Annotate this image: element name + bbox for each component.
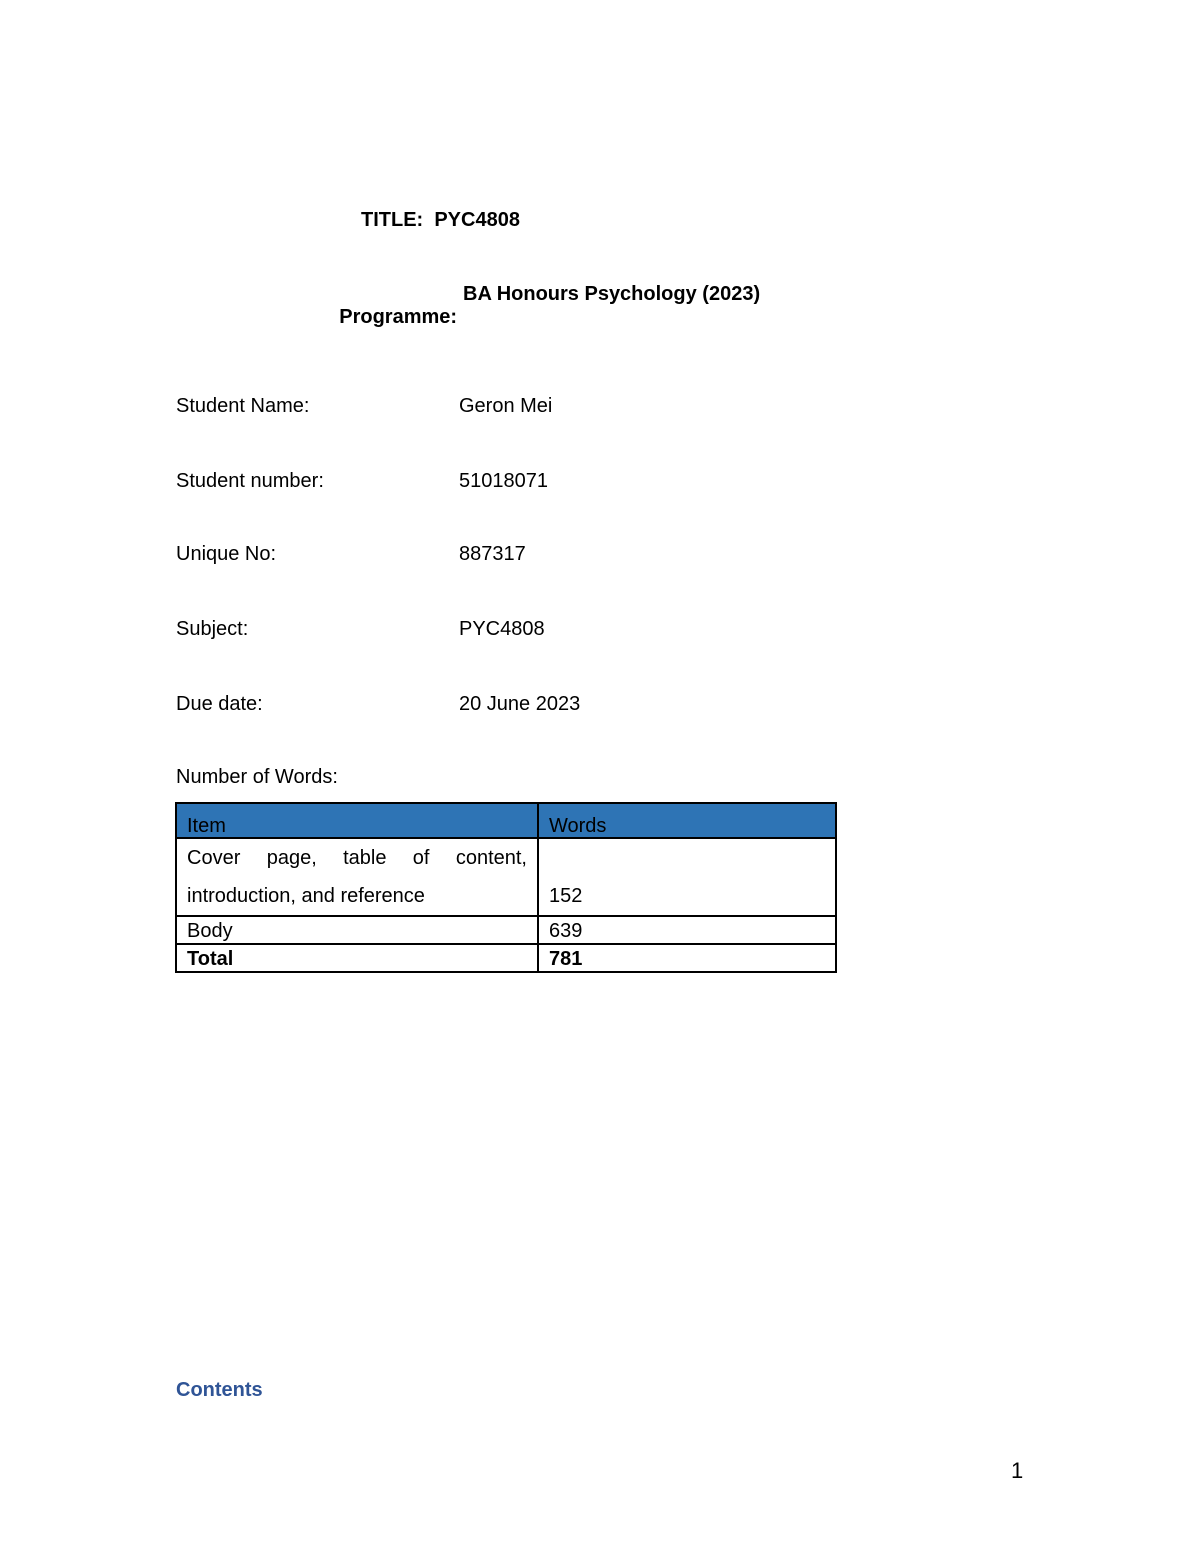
field-value: 887317 [459, 543, 526, 565]
page-number: 1 [1011, 1458, 1024, 1483]
field-label: Unique No: [176, 543, 277, 565]
field-value: 51018071 [459, 470, 548, 492]
table-total-row [176, 944, 836, 972]
table-cell-item: Body [176, 916, 538, 944]
contents-heading: Contents [176, 1379, 263, 1401]
table-row [176, 916, 836, 944]
field-value: 20 June 2023 [459, 693, 581, 715]
programme-label: Programme: [339, 306, 458, 328]
table-cell-words: 781 [538, 944, 836, 972]
table-cell-words: 152 [538, 838, 836, 916]
table-cell-words: 639 [538, 916, 836, 944]
column-header-item: Item [176, 803, 538, 838]
field-value: Geron Mei [459, 395, 553, 417]
field-label: Student number: [176, 470, 324, 492]
programme-line [317, 283, 761, 375]
field-value: PYC4808 [459, 618, 545, 640]
table-row [176, 838, 836, 916]
word-count-table [175, 802, 837, 973]
number-of-words-label: Number of Words: [176, 766, 338, 788]
table-cell-item: Total [176, 944, 538, 972]
field-label: Due date: [176, 693, 263, 715]
column-header-words: Words [538, 803, 836, 838]
table-cell-item: Cover page, table of content, introduction, and reference [176, 838, 538, 916]
field-label: Subject: [176, 618, 249, 640]
document-title: TITLE: PYC4808 [361, 209, 520, 231]
table-header-row [176, 803, 836, 838]
field-label: Student Name: [176, 395, 310, 417]
programme-value: BA Honours Psychology (2023) [463, 283, 761, 305]
